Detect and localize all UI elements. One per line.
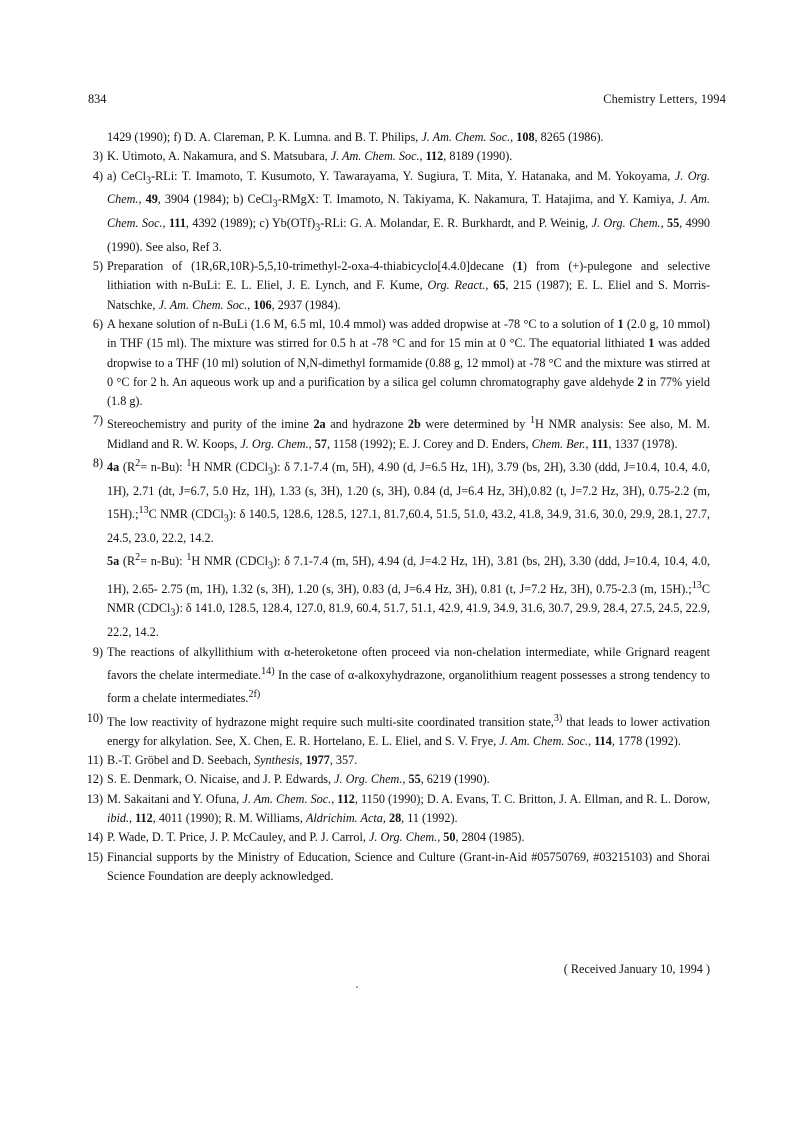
reference-item <box>80 411 710 454</box>
page-header <box>88 92 726 112</box>
page-number: 834 <box>88 92 107 106</box>
reference-number: 11) <box>87 753 103 768</box>
reference-item <box>80 167 710 258</box>
reference-number: 4) <box>92 168 103 183</box>
reference-text: S. E. Denmark, O. Nicaise, and J. P. Edwards, J. Org. Chem., 55, 6219 (1990). <box>107 772 490 787</box>
reference-number: 12) <box>86 772 103 787</box>
reference-number: 14) <box>86 830 103 845</box>
reference-item <box>80 643 710 709</box>
reference-text: Financial supports by the Ministry of Education, Science and Culture (Grant-in-Aid #05750769, #03215103) and Shorai Science Foundation are deeply acknowledged. <box>107 849 710 883</box>
reference-item <box>80 790 710 829</box>
reference-text: Preparation of (1R,6R,10R)-5,5,10-trimethyl-2-oxa-4-thiabicyclo[4.4.0]decane (1) from (+)-pulegone and selective lithiation with n-BuLi: E. L. Eliel, J. E. Lynch, and F. Kume, Org. React., 65, 215 (1987); E. L. Eliel and S. Morris-Natschke, J. Am. Chem. Soc., 106, 2937 (1984). <box>107 259 711 312</box>
reference-number: 5) <box>92 259 103 274</box>
journal-title: Chemistry Letters, 1994 <box>603 92 726 106</box>
reference-number: 15) <box>86 849 103 864</box>
reference-item <box>80 147 710 166</box>
reference-number: 7) <box>92 413 103 428</box>
reference-item <box>80 751 710 770</box>
reference-text: The low reactivity of hydrazone might require such multi-site coordinated transition state,$^{3)}$ that leads to lower activation energy for alkylation. See, X. Chen, E. R. Hortelano, E. L. Eliel, and S. V. Frye, J. Am. Chem. Soc., 114, 1778 (1992). <box>107 712 710 748</box>
reference-text: a) CeCl$_3$-RLi: T. Imamoto, T. Kusumoto, Y. Tawarayama, Y. Sugiura, T. Mita, Y. Hatanaka, and M. Yokoyama, J. Org. Chem., 49, 3904 (1984); b) CeCl$_3$-RMgX: T. Imamoto, N. Takiyama, K. Nakamura, T. Hatajima, and Y. Kamiya, J. Am. Chem. Soc., 111, 4392 (1989); c) $Yb(OTf)_3$-RLi: G. A. Molandar, E. R. Burkhardt, and P. Weinig, J. Org. Chem., 55, 4990 (1990). See also, Ref 3. <box>107 168 711 254</box>
reference-number: 13) <box>86 791 103 806</box>
reference-item <box>80 828 710 847</box>
scan-speck <box>356 986 358 988</box>
reference-item <box>80 709 710 752</box>
reference-number: 6) <box>92 316 103 331</box>
reference-text: 1429 (1990); f) D. A. Clareman, P. K. Lumna. and B. T. Philips, J. Am. Chem. Soc., 108, 8265 (1986). <box>107 130 604 144</box>
reference-text: K. Utimoto, A. Nakamura, and S. Matsubara, J. Am. Chem. Soc., 112, 8189 (1990). <box>107 149 513 164</box>
reference-text: 4a $(R^2= n-Bu)$: $^1$H NMR (CDCl$_3$): δ 7.1-7.4 (m, 5H), 4.90 (d, J=6.5 Hz, 1H), 3.79 (bs, 2H), 3.30 (ddd, J=10.4, 10.4, 4.0, 1H), 2.71 (dt, J=6.7, 5.0 Hz, 1H), 1.33 (s, 3H), 1.20 (s, 3H), 0.84 (d, J=6.4 Hz, 3H),0.82 (t, J=7.2 Hz, 3H), 0.75-2.2 (m, 15H).;$^{13}$C NMR (CDCl$_3$): δ 140.5, 128.6, 128.5, 127.1, 81.7,60.4, 51.5, 51.0, 43.2, 41.8, 34.9, 31.6, 30.0, 29.9, 28.1, 27.7, 24.5, 23.0, 22.2, 14.2. 5a $(R^2= n-Bu)$: $^1$H NMR (CDCl$_3$): δ 7.1-7.4 (m, 5H), 4.94 (d, J=4.2 Hz, 1H), 3.81 (bs, 2H), 3.30 (ddd, J=10.4, 10.4, 4.0, 1H), 2.65- 2.75 (m, 1H), 1.32 (s, 3H), 1.20 (s, 3H), 0.83 (d, J=6.4 Hz, 3H), 0.81 (t, J=7.2 Hz, 3H), 0.75-2.3 (m, 15H).;$^{13}$C NMR (CDCl$_3$): δ 141.0, 128.5, 128.4, 127.0, 81.9, 60.4, 51.7, 51.1, 42.9, 41.9, 34.9, 31.6, 30.7, 29.9, 28.4, 27.5, 24.5, 22.9, 22.2, 14.2. <box>107 458 711 640</box>
reference-item <box>80 770 710 789</box>
reference-number: 3) <box>92 149 103 164</box>
reference-text: The reactions of alkyllithium with α-heteroketone often proceed via non-chelation intermediate, while Grignard reagent favors the chelate intermediate.$^{14)}$ In the case of α-alkoxyhydrazone, organolithium reagent possesses a strong tendency to form a chelate intermediates.$^{2f)}$ <box>107 644 710 706</box>
reference-item <box>80 454 710 642</box>
reference-item <box>80 848 710 887</box>
reference-text: B.-T. Gröbel and D. Seebach, Synthesis, 1977, 357. <box>107 753 358 768</box>
reference-text: A hexane solution of n-BuLi (1.6 M, 6.5 ml, 10.4 mmol) was added dropwise at -78 °C to a solution of 1 (2.0 g, 10 mmol) in THF (15 ml). The mixture was stirred for 0.5 h at -78 °C and for 15 min at 0 °C. The equatorial lithiated 1 was added dropwise to a THF (10 ml) solution of N,N-dimethyl formamide (0.88 g, 12 mmol) at -78 °C and the mixture was stirred at 0 °C for 2 h. An aqueous work up and a purification by a silica gel column chromatography gave aldehyde 2 in 77% yield (1.8 g). <box>107 316 710 409</box>
reference-number: 9) <box>92 644 103 659</box>
reference-text: M. Sakaitani and Y. Ofuna, J. Am. Chem. Soc., 112, 1150 (1990); D. A. Evans, T. C. Britton, J. A. Ellman, and R. L. Dorow, ibid., 112, 4011 (1990); R. M. Williams, Aldrichim. Acta, 28, 11 (1992). <box>107 791 711 826</box>
references-list <box>80 128 710 886</box>
reference-item <box>80 315 710 411</box>
received-date: ( Received January 10, 1994 ) <box>563 962 710 976</box>
reference-item <box>80 257 710 315</box>
reference-text: Stereochemistry and purity of the imine 2a and hydrazone 2b were determined by $^1$H NMR analysis: See also, M. M. Midland and R. W. Koops, J. Org. Chem., 57, 1158 (1992); E. J. Corey and D. Enders, Chem. Ber., 111, 1337 (1978). <box>107 415 711 451</box>
reference-item <box>80 128 710 147</box>
reference-number: 8) <box>92 456 103 471</box>
reference-text: P. Wade, D. T. Price, J. P. McCauley, and P. J. Carrol, J. Org. Chem., 50, 2804 (1985). <box>107 830 525 845</box>
reference-number: 10) <box>86 710 103 725</box>
